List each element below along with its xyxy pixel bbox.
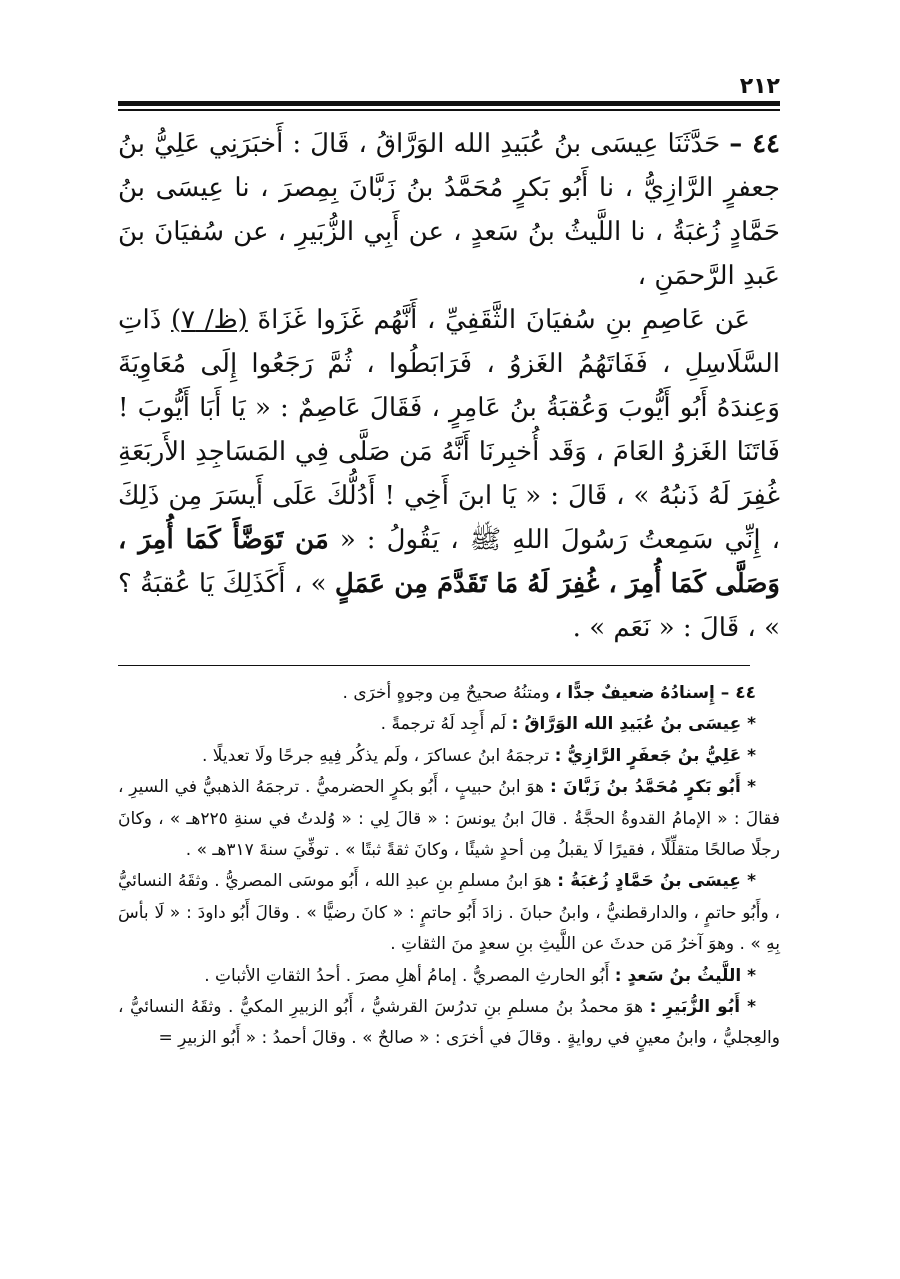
footnote-heading: ٤٤ – إِسنادُهُ ضعيفٌ جدًّا ، [554, 683, 756, 703]
footnote-text: ومتنُهُ صحيحٌ مِن وجوهٍ أخرَى . [342, 683, 555, 703]
footnote-item [118, 772, 780, 866]
footnotes [118, 678, 780, 1055]
hadith-number: ٤٤ – [729, 129, 780, 159]
footnote-heading: * عِيسَى بنُ حَمَّادٍ زُغبَةُ : [557, 871, 756, 892]
hadith-text [118, 122, 780, 650]
footnote-text: أَبُو الحارثِ المصريُّ . إمامُ أهلِ مصرَ . أحدُ الثقاتِ الأثباتِ . [204, 965, 615, 986]
footnote-item [118, 709, 780, 740]
hadith-matn [118, 298, 780, 650]
page-number: ٢١٢ [739, 74, 780, 99]
footnote-heading: * أَبُو الزُّبَيرِ : [649, 997, 756, 1018]
isnad-text: حَدَّثَنَا عِيسَى بنُ عُبَيدِ الله الوَرَّاقُ ، قَالَ : أَخبَرَنِي عَلِيُّ بنُ جعفرٍ الرَّازِيُّ ، نا أَبُو بَكرٍ مُحَمَّدُ بنُ زَبَّانَ بِمِصرَ ، نا عِيسَى بنُ حَمَّادٍ زُغبَةُ ، نا اللَّيثُ بنُ سَعدٍ ، عن أَبِي الزُّبَيرِ ، عن سُفيَانَ بنَ عَبدِ الرَّحمَنِ ، [118, 129, 780, 291]
footnote-item [118, 992, 780, 1055]
footnote-heading: * أَبُو بَكرٍ مُحَمَّدُ بنُ زَبَّانَ : [549, 777, 756, 798]
matn-text-1: عَن عَاصِمِ بنِ سُفيَانَ الثَّقَفِيِّ ، أَنَّهُم غَزَوا غَزَاةَ [247, 305, 750, 335]
footnote-text: هوَ محمدُ بنُ مسلمِ بنِ تدرُسَ القرشيُّ ، أَبُو الزبيرِ المكيُّ . وثقَهُ النسائيُّ ، والعِجليُّ ، وابنُ معينٍ في روايةٍ . وقالَ في أخرَى : « صالحٌ » . وقالَ أحمدُ : « أَبُو الزبيرِ = [118, 997, 780, 1049]
matn-text-2: ذَاتِ السَّلَاسِلِ ، فَفَاتَهُمُ الغَزوُ ، فَرَابَطُوا ، ثُمَّ رَجَعُوا إِلَى مُعَاوِيَةَ وَعِندَهُ أَبُو أَيُّوبَ وَعُقبَةُ بنُ عَامِرٍ ، فَقَالَ عَاصِمٌ : « يَا أَبَا أَيُّوبَ ! فَاتَنَا الغَزوُ العَامَ ، وَقَد أُخبِرنَا أَنَّهُ مَن صَلَّى فِي المَسَاجِدِ الأَربَعَةِ غُفِرَ لَهُ ذَنبُهُ » ، قَالَ : « يَا ابنَ أَخِي ! أَدُلُّكَ عَلَى أَيسَرَ مِن ذَلِكَ ، إِنِّي سَمِعتُ رَسُولَ اللهِ ﷺ ، يَقُولُ : « [118, 305, 781, 555]
footnote-text: هوَ ابنُ مسلمِ بنِ عبدِ الله ، أَبُو موسَى المصريُّ . وثقَهُ النسائيُّ ، وأَبُو حاتمٍ ، والدارقطنيُّ ، وابنُ حبانَ . زادَ أَبُو حاتمٍ : « كانَ رضيًّا » . وقالَ أَبُو داودَ : « لَا بأسَ بِهِ » . وهوَ آخرُ مَن حدثَ عن اللَّيثِ بنِ سعدٍ منَ الثقاتِ . [118, 871, 780, 955]
header-rule-thin [118, 109, 780, 111]
footnote-item [118, 866, 780, 960]
footnote-text: لَم أَجِد لَهُ ترجمةً . [380, 714, 512, 735]
footnote-item [118, 961, 780, 992]
footnote-item [118, 678, 780, 709]
footnote-separator [118, 665, 750, 666]
footnote-text: ترجمَهُ ابنُ عساكرَ ، ولَم يذكُر فِيهِ جرحًا ولَا تعديلًا . [201, 745, 555, 766]
footnote-text: هوَ ابنُ حبيبٍ ، أَبُو بكرٍ الحضرميُّ . ترجمَهُ الذهبيُّ في السيرِ ، فقالَ : « الإمامُ القدوةُ الحجَّةُ . قالَ ابنُ يونسَ : « قالَ لِي : « وُلدتُ في سنةِ ٢٢٥هـ » ، وكانَ رجلًا صالحًا متقلِّلًا ، فقيرًا لَا يقبلُ مِن أحدٍ شيئًا ، وكانَ ثقةً ثبتًا » . توفِّيَ سنةَ ٣١٧هـ » . [118, 777, 780, 861]
matn-text-3: » ، أَكَذَلِكَ يَا عُقبَةُ ؟ » ، قَالَ : « نَعَم » . [118, 569, 780, 643]
footnote-heading: * عَلِيُّ بنُ جَعفَرٍ الرَّازِيُّ : [554, 745, 756, 766]
footnote-heading: * عِيسَى بنُ عُبَيدِ الله الوَرَّاقُ : [511, 714, 756, 735]
header-rule-thick [118, 101, 780, 106]
footnote-item [118, 741, 780, 772]
footnote-heading: * اللَّيثُ بنُ سَعدٍ : [614, 965, 756, 986]
prophetic-saying: مَن تَوَضَّأَ كَمَا أُمِرَ ، وَصَلَّى كَمَا أُمِرَ ، غُفِرَ لَهُ مَا تَقَدَّمَ مِن عَمَلٍ [118, 525, 780, 599]
manuscript-marker: (ظ/ ٧) [171, 305, 248, 335]
hadith-isnad [118, 122, 780, 298]
